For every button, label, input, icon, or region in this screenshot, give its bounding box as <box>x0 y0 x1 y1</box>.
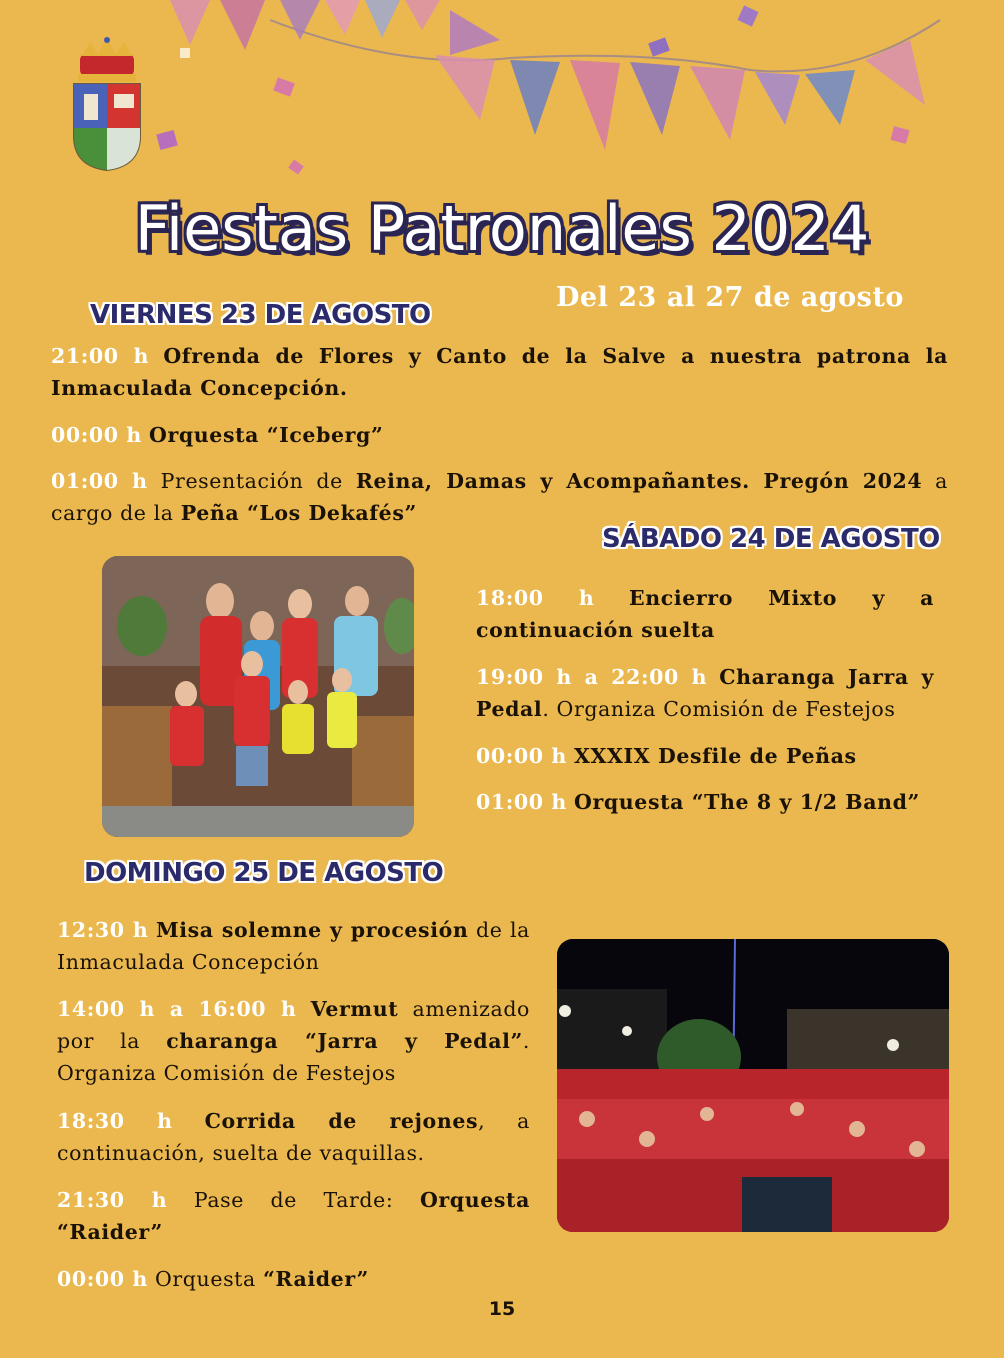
event-title: Ofrenda de Flores y Canto de la Salve a nuestra patrona la Inmaculada Concepción. <box>51 344 948 400</box>
event-domingo-0000 <box>57 1263 530 1295</box>
event-domingo-2130 <box>57 1184 530 1248</box>
photo-children-offering-image <box>102 556 414 837</box>
event-time: 12:30 h <box>57 918 149 942</box>
event-time: 21:30 h <box>57 1188 168 1212</box>
day-heading-sabado: SÁBADO 24 DE AGOSTO <box>602 524 940 554</box>
event-title: Encierro Mixto y a continuación suelta <box>476 586 934 642</box>
event-time: 14:00 h a 16:00 h <box>57 997 297 1021</box>
event-time: 18:30 h <box>57 1109 173 1133</box>
event-domingo-1230 <box>57 914 530 978</box>
page-number: 15 <box>488 1298 516 1320</box>
event-sabado-0000 <box>476 740 934 772</box>
photo-plaza-crowd <box>557 939 949 1232</box>
event-text: Presentación de <box>160 469 343 493</box>
event-text: , a continuación, suelta de vaquillas. <box>57 1109 530 1165</box>
event-domingo-1830 <box>57 1105 530 1169</box>
event-time: 00:00 h <box>51 423 142 447</box>
photo-children-offering <box>102 556 414 837</box>
event-title: Misa solemne y procesión <box>155 918 469 942</box>
event-viernes-0000 <box>51 419 948 451</box>
coat-of-arms-icon <box>66 36 148 172</box>
event-text: amenizado por la <box>57 997 530 1053</box>
event-title: Orquesta “Iceberg” <box>149 423 384 447</box>
event-sabado-1900 <box>476 661 934 725</box>
event-title: “Raider” <box>262 1267 369 1291</box>
event-viernes-0100 <box>51 465 948 529</box>
event-time: 18:00 h <box>476 586 595 610</box>
event-title: Peña “Los Dekafés” <box>180 501 417 525</box>
event-title: Orquesta “Raider” <box>57 1188 530 1244</box>
event-time: 00:00 h <box>476 744 567 768</box>
event-title: Vermut <box>310 997 399 1021</box>
event-text: . Organiza Comisión de Festejos <box>542 697 896 721</box>
photo-plaza-crowd-image <box>557 939 949 1232</box>
event-text: . Organiza Comisión de Festejos <box>57 1029 530 1085</box>
event-title: XXXIX Desfile de Peñas <box>574 744 857 768</box>
event-time: 01:00 h <box>51 469 148 493</box>
event-title: Charanga Jarra y Pedal <box>476 665 934 721</box>
event-text: de la Inmaculada Concepción <box>57 918 530 974</box>
event-time: 01:00 h <box>476 790 567 814</box>
event-title: Orquesta “The 8 y 1/2 Band” <box>574 790 920 814</box>
event-sabado-1800 <box>476 582 934 646</box>
page-title: Fiestas Patronales 2024 <box>134 192 870 265</box>
day-heading-domingo: DOMINGO 25 DE AGOSTO <box>84 858 444 888</box>
event-time: 00:00 h <box>57 1267 148 1291</box>
event-time: 21:00 h <box>51 344 150 368</box>
event-text: Pase de Tarde: <box>193 1188 394 1212</box>
event-time: 19:00 h a 22:00 h <box>476 665 708 689</box>
event-domingo-1400 <box>57 993 530 1089</box>
event-title: Reina, Damas y Acompañantes. Pregón 2024 <box>355 469 923 493</box>
bunting-decoration-icon <box>150 0 950 200</box>
date-range-subtitle: Del 23 al 27 de agosto <box>556 282 904 313</box>
event-sabado-0100 <box>476 786 946 818</box>
event-text: Orquesta <box>155 1267 256 1291</box>
event-viernes-2100 <box>51 340 948 404</box>
day-heading-viernes: VIERNES 23 DE AGOSTO <box>90 300 431 330</box>
event-title: charanga “Jarra y Pedal” <box>166 1029 523 1053</box>
event-text: a cargo de la <box>51 469 948 525</box>
event-title: Corrida de rejones <box>204 1109 479 1133</box>
